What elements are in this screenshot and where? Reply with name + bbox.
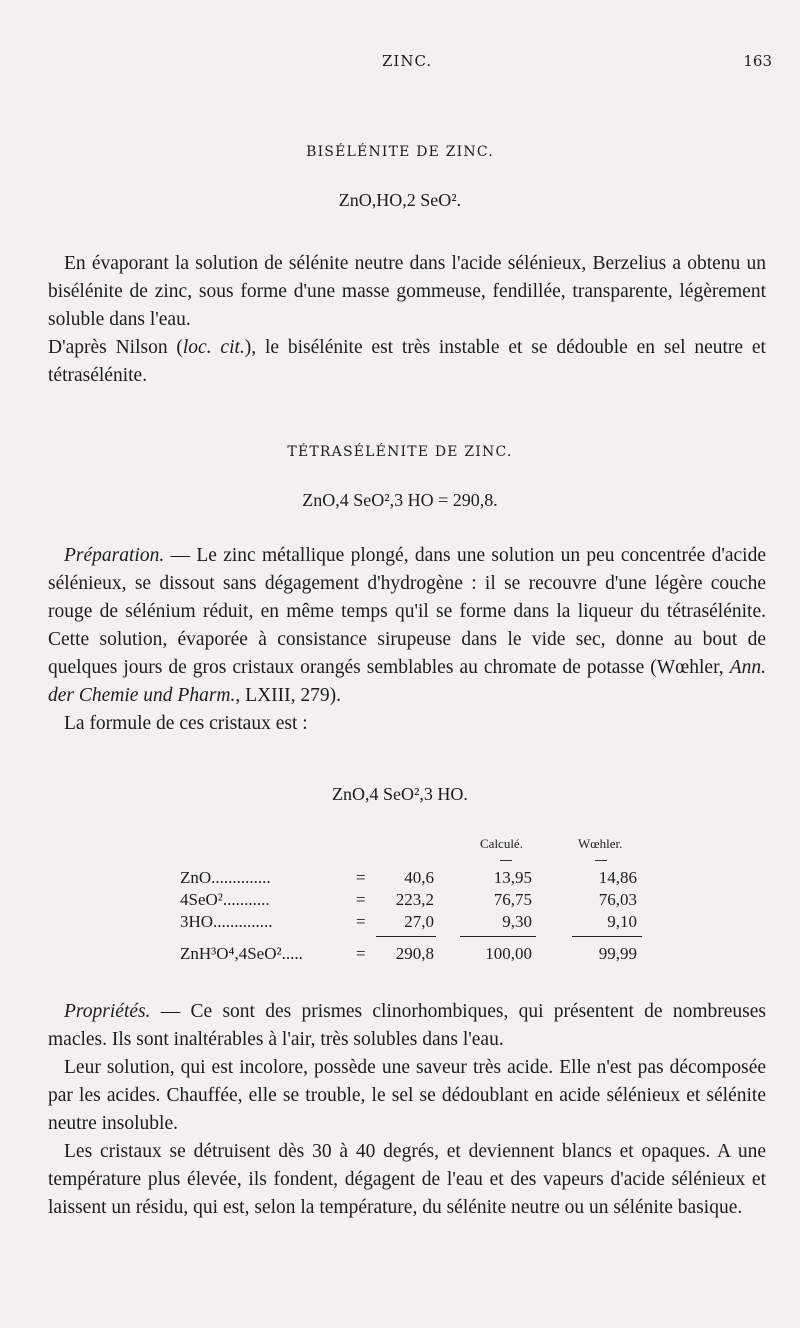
formula-biselenite: ZnO,HO,2 SeO². [338, 190, 462, 210]
formula-tetraselenite: ZnO,4 SeO²,3 HO = 290,8. [302, 490, 498, 510]
sum-rule [572, 936, 642, 937]
running-title: ZINC. [382, 52, 433, 70]
preparation-paragraph: Préparation. — Le zinc métallique plongé, dans une solution un peu concentrée d'acide sélénieux, se dissout sans dégagement d'hydrogène : il se recouvre d'une légère couche rouge de sélénium réduit, en même temps qu'il se forme dans la liqueur du tétrasélénite. Cette solution, évaporée à consistance sirupeuse dans le vide sec, donne au bout de quelques jours de gros cristaux orangés semblables au chromate de potasse (Wœhler, Ann. der Chemie und Pharm., LXIII, 279). La formule de ces cristaux est : [48, 542, 766, 738]
table-total-row: ZnH³O⁴,4SeO²..... = 290,8 100,00 99,99 [180, 944, 637, 963]
sum-rule [376, 936, 436, 937]
biselenite-description [48, 250, 766, 390]
table-row: 4SeO²........... = 223,2 76,75 76,03 [180, 890, 637, 909]
paragraph: En évaporant la solution de sélénite neutre dans l'acide sélénieux, Berzelius a obtenu un bisélénite de zinc, sous forme d'une masse gommeuse, fendillée, transparente, légèrement soluble dans l'eau. [48, 253, 766, 330]
section-title-tetraselenite: TÉTRASÉLÉNITE DE ZINC. [287, 444, 513, 460]
table-row: ZnO.............. = 40,6 13,95 14,86 [180, 868, 637, 887]
section-title-biselenite: BISÉLÉNITE DE ZINC. [306, 144, 494, 160]
formula-crystals: ZnO,4 SeO²,3 HO. [332, 784, 468, 804]
citation: loc. cit. [182, 337, 245, 358]
preparation-label: Préparation. [64, 545, 165, 566]
running-header [0, 52, 800, 76]
paragraph: Leur solution, qui est incolore, possède une saveur très acide. Elle n'est pas décomposée par les acides. Chauffée, elle se trouble, le sel se dédoublant en acide sélénieux et sélénite neutre insoluble. [48, 1057, 766, 1134]
paragraph: Les cristaux se détruisent dès 30 à 40 degrés, et deviennent blancs et opaques. A une température plus élevée, ils fondent, dégagent de l'eau et des vapeurs d'acide sélénieux et laissent un résidu, qui est, selon la température, du sélénite neutre ou un sélénite basique. [48, 1141, 766, 1218]
properties-label: Propriétés. [64, 1001, 151, 1022]
sum-rule [460, 936, 536, 937]
properties-section: Propriétés. — Ce sont des prismes clinorhombiques, qui présentent de nombreuses macles. Ils sont inaltérables à l'air, très solubles dans l'eau. Leur solution, qui est incolore, possède une saveur très acide. Elle n'est pas décomposée par les acides. Chauffée, elle se trouble, le sel se dédoublant en acide sélénieux et sélénite neutre insoluble. Les cristaux se détruisent dès 30 à 40 degrés, et deviennent blancs et opaques. A une température plus élevée, ils fondent, dégagent de l'eau et des vapeurs d'acide sélénieux et laissent un résidu, qui est, selon la température, du sélénite neutre ou un sélénite basique. [48, 998, 766, 1222]
paragraph: D'après Nilson (loc. cit.), le bisélénite est très instable et se dédouble en sel neutre et tétrasélénite. [48, 337, 766, 386]
column-header-woehler: Wœhler. [578, 836, 623, 851]
table-row: 3HO.............. = 27,0 9,30 9,10 [180, 912, 637, 931]
citation: Ann. der Chemie und Pharm. [48, 657, 766, 706]
formula-intro: La formule de ces cristaux est : [64, 713, 308, 734]
page-number: 163 [743, 52, 772, 70]
column-header-calcule: Calculé. [480, 836, 523, 851]
